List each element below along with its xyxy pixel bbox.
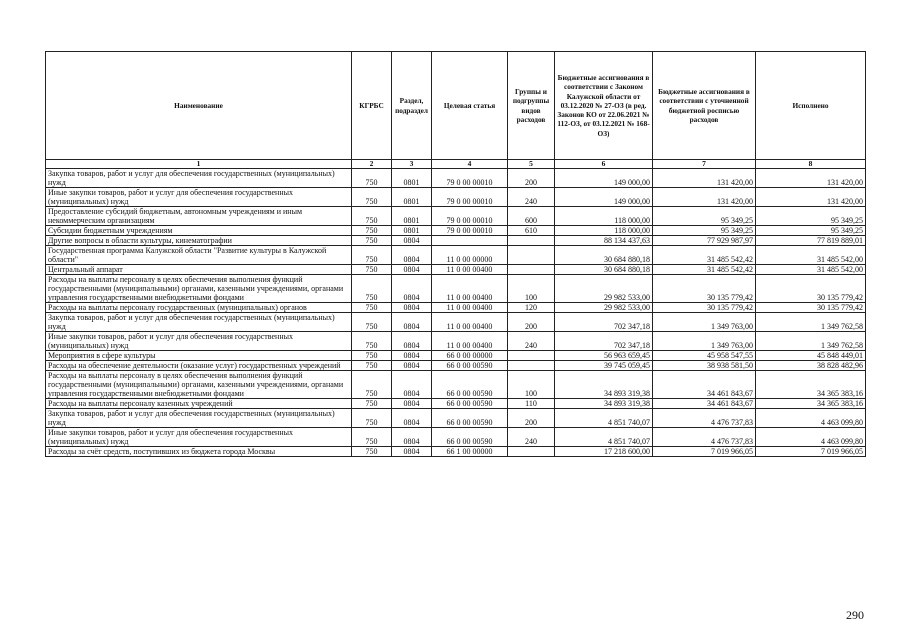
cell-name: Иные закупки товаров, работ и услуг для обеспечения государственных (муниципальных) нужд bbox=[46, 428, 352, 447]
cell-refined: 95 349,25 bbox=[653, 226, 756, 236]
column-number: 2 bbox=[352, 160, 392, 169]
header-executed: Исполнено bbox=[756, 52, 866, 160]
cell-refined: 4 476 737,83 bbox=[653, 409, 756, 428]
cell-refined: 34 461 843,67 bbox=[653, 399, 756, 409]
cell-executed: 34 365 383,16 bbox=[756, 399, 866, 409]
cell-law: 17 218 600,00 bbox=[555, 447, 653, 457]
cell-executed: 131 420,00 bbox=[756, 169, 866, 188]
cell-group bbox=[508, 265, 555, 275]
cell-group: 610 bbox=[508, 226, 555, 236]
cell-group: 600 bbox=[508, 207, 555, 226]
cell-article: 79 0 00 00010 bbox=[432, 169, 508, 188]
cell-refined: 45 958 547,55 bbox=[653, 351, 756, 361]
cell-executed: 34 365 383,16 bbox=[756, 371, 866, 399]
cell-law: 118 000,00 bbox=[555, 226, 653, 236]
cell-group: 240 bbox=[508, 332, 555, 351]
cell-group: 240 bbox=[508, 428, 555, 447]
header-row bbox=[46, 52, 866, 160]
cell-section: 0804 bbox=[392, 399, 432, 409]
cell-group: 100 bbox=[508, 275, 555, 303]
cell-name: Закупка товаров, работ и услуг для обеспечения государственных (муниципальных) нужд bbox=[46, 169, 352, 188]
cell-law: 30 684 880,18 bbox=[555, 265, 653, 275]
cell-name: Центральный аппарат bbox=[46, 265, 352, 275]
header-group: Группы и подгруппы видов расходов bbox=[508, 52, 555, 160]
cell-article: 11 0 00 00400 bbox=[432, 303, 508, 313]
cell-group bbox=[508, 361, 555, 371]
cell-kgrbs: 750 bbox=[352, 303, 392, 313]
cell-kgrbs: 750 bbox=[352, 361, 392, 371]
cell-executed: 1 349 762,58 bbox=[756, 332, 866, 351]
table-row bbox=[46, 275, 866, 303]
cell-group: 240 bbox=[508, 188, 555, 207]
budget-table bbox=[45, 51, 866, 457]
cell-section: 0804 bbox=[392, 265, 432, 275]
column-number: 6 bbox=[555, 160, 653, 169]
cell-section: 0804 bbox=[392, 332, 432, 351]
cell-section: 0804 bbox=[392, 371, 432, 399]
table-row bbox=[46, 361, 866, 371]
table-row bbox=[46, 313, 866, 332]
header-article: Целевая статья bbox=[432, 52, 508, 160]
cell-kgrbs: 750 bbox=[352, 351, 392, 361]
cell-executed: 77 819 889,01 bbox=[756, 236, 866, 246]
cell-section: 0804 bbox=[392, 361, 432, 371]
cell-refined: 77 929 987,97 bbox=[653, 236, 756, 246]
cell-kgrbs: 750 bbox=[352, 226, 392, 236]
cell-name: Мероприятия в сфере культуры bbox=[46, 351, 352, 361]
cell-law: 30 684 880,18 bbox=[555, 246, 653, 265]
cell-article: 66 0 00 00590 bbox=[432, 409, 508, 428]
cell-executed: 4 463 099,80 bbox=[756, 409, 866, 428]
cell-executed: 1 349 762,58 bbox=[756, 313, 866, 332]
header-name: Наименование bbox=[46, 52, 352, 160]
cell-section: 0804 bbox=[392, 303, 432, 313]
cell-law: 56 963 659,45 bbox=[555, 351, 653, 361]
cell-name: Расходы на обеспечение деятельности (оказание услуг) государственных учреждений bbox=[46, 361, 352, 371]
cell-law: 29 982 533,00 bbox=[555, 303, 653, 313]
table-body bbox=[46, 169, 866, 457]
cell-refined: 7 019 966,05 bbox=[653, 447, 756, 457]
table-row bbox=[46, 371, 866, 399]
cell-law: 34 893 319,38 bbox=[555, 399, 653, 409]
table-row bbox=[46, 226, 866, 236]
cell-executed: 38 828 482,96 bbox=[756, 361, 866, 371]
header-kgrbs: КГРБС bbox=[352, 52, 392, 160]
cell-law: 149 000,00 bbox=[555, 188, 653, 207]
cell-section: 0804 bbox=[392, 447, 432, 457]
cell-section: 0804 bbox=[392, 409, 432, 428]
cell-kgrbs: 750 bbox=[352, 332, 392, 351]
cell-name: Субсидии бюджетным учреждениям bbox=[46, 226, 352, 236]
cell-kgrbs: 750 bbox=[352, 371, 392, 399]
cell-refined: 30 135 779,42 bbox=[653, 275, 756, 303]
cell-name: Иные закупки товаров, работ и услуг для обеспечения государственных (муниципальных) нужд bbox=[46, 332, 352, 351]
cell-law: 118 000,00 bbox=[555, 207, 653, 226]
cell-kgrbs: 750 bbox=[352, 428, 392, 447]
cell-group: 200 bbox=[508, 169, 555, 188]
column-number: 7 bbox=[653, 160, 756, 169]
column-number-row bbox=[46, 160, 866, 169]
cell-refined: 95 349,25 bbox=[653, 207, 756, 226]
cell-name: Иные закупки товаров, работ и услуг для обеспечения государственных (муниципальных) нужд bbox=[46, 188, 352, 207]
cell-executed: 131 420,00 bbox=[756, 188, 866, 207]
table-row bbox=[46, 351, 866, 361]
cell-group bbox=[508, 236, 555, 246]
cell-article: 11 0 00 00400 bbox=[432, 265, 508, 275]
cell-refined: 38 938 581,50 bbox=[653, 361, 756, 371]
cell-law: 4 851 740,07 bbox=[555, 428, 653, 447]
cell-kgrbs: 750 bbox=[352, 313, 392, 332]
cell-refined: 1 349 763,00 bbox=[653, 313, 756, 332]
table-row bbox=[46, 246, 866, 265]
table-row bbox=[46, 447, 866, 457]
column-number: 1 bbox=[46, 160, 352, 169]
cell-kgrbs: 750 bbox=[352, 236, 392, 246]
cell-article: 79 0 00 00010 bbox=[432, 188, 508, 207]
cell-name: Закупка товаров, работ и услуг для обеспечения государственных (муниципальных) нужд bbox=[46, 313, 352, 332]
cell-article: 66 0 00 00590 bbox=[432, 361, 508, 371]
cell-group bbox=[508, 447, 555, 457]
cell-section: 0804 bbox=[392, 351, 432, 361]
cell-refined: 34 461 843,67 bbox=[653, 371, 756, 399]
cell-law: 34 893 319,38 bbox=[555, 371, 653, 399]
cell-group bbox=[508, 351, 555, 361]
cell-refined: 30 135 779,42 bbox=[653, 303, 756, 313]
cell-refined: 131 420,00 bbox=[653, 169, 756, 188]
cell-section: 0804 bbox=[392, 313, 432, 332]
header-refined: Бюджетные ассигнования в соответствии с уточненной бюджетной росписью расходов bbox=[653, 52, 756, 160]
column-number: 3 bbox=[392, 160, 432, 169]
cell-refined: 31 485 542,42 bbox=[653, 265, 756, 275]
cell-group: 200 bbox=[508, 313, 555, 332]
cell-executed: 45 848 449,01 bbox=[756, 351, 866, 361]
cell-law: 39 745 059,45 bbox=[555, 361, 653, 371]
cell-name: Государственная программа Калужской области "Развитие культуры в Калужской области" bbox=[46, 246, 352, 265]
cell-name: Расходы на выплаты персоналу в целях обеспечения выполнения функций государственными (муниципальными) органами, казенными учреждениями, органами управления государственными внебюджетными фондами bbox=[46, 371, 352, 399]
cell-section: 0804 bbox=[392, 275, 432, 303]
cell-article: 11 0 00 00400 bbox=[432, 275, 508, 303]
header-section: Раздел, подраздел bbox=[392, 52, 432, 160]
cell-article: 66 0 00 00590 bbox=[432, 371, 508, 399]
table-row bbox=[46, 303, 866, 313]
cell-kgrbs: 750 bbox=[352, 399, 392, 409]
cell-law: 149 000,00 bbox=[555, 169, 653, 188]
cell-article: 11 0 00 00400 bbox=[432, 332, 508, 351]
column-number: 5 bbox=[508, 160, 555, 169]
cell-section: 0801 bbox=[392, 207, 432, 226]
cell-refined: 131 420,00 bbox=[653, 188, 756, 207]
cell-section: 0804 bbox=[392, 246, 432, 265]
table-row bbox=[46, 409, 866, 428]
cell-group: 110 bbox=[508, 399, 555, 409]
table-row bbox=[46, 236, 866, 246]
cell-article: 66 0 00 00590 bbox=[432, 399, 508, 409]
cell-kgrbs: 750 bbox=[352, 275, 392, 303]
cell-executed: 7 019 966,05 bbox=[756, 447, 866, 457]
cell-name: Предоставление субсидий бюджетным, автономным учреждениям и иным некоммерческим организациям bbox=[46, 207, 352, 226]
table-row bbox=[46, 169, 866, 188]
cell-name: Расходы за счёт средств, поступивших из бюджета города Москвы bbox=[46, 447, 352, 457]
cell-section: 0801 bbox=[392, 188, 432, 207]
table-row bbox=[46, 428, 866, 447]
cell-kgrbs: 750 bbox=[352, 447, 392, 457]
cell-group bbox=[508, 246, 555, 265]
table-row bbox=[46, 188, 866, 207]
cell-kgrbs: 750 bbox=[352, 207, 392, 226]
cell-executed: 30 135 779,42 bbox=[756, 303, 866, 313]
cell-kgrbs: 750 bbox=[352, 246, 392, 265]
table-row bbox=[46, 399, 866, 409]
cell-article: 79 0 00 00010 bbox=[432, 226, 508, 236]
cell-article: 66 0 00 00590 bbox=[432, 428, 508, 447]
cell-article: 11 0 00 00000 bbox=[432, 246, 508, 265]
table-row bbox=[46, 265, 866, 275]
cell-article: 11 0 00 00400 bbox=[432, 313, 508, 332]
cell-law: 88 134 437,63 bbox=[555, 236, 653, 246]
cell-name: Расходы на выплаты персоналу государственных (муниципальных) органов bbox=[46, 303, 352, 313]
column-number: 8 bbox=[756, 160, 866, 169]
cell-executed: 31 485 542,00 bbox=[756, 246, 866, 265]
cell-article: 79 0 00 00010 bbox=[432, 207, 508, 226]
cell-article: 66 1 00 00000 bbox=[432, 447, 508, 457]
cell-name: Закупка товаров, работ и услуг для обеспечения государственных (муниципальных) нужд bbox=[46, 409, 352, 428]
cell-section: 0801 bbox=[392, 226, 432, 236]
cell-kgrbs: 750 bbox=[352, 188, 392, 207]
cell-kgrbs: 750 bbox=[352, 265, 392, 275]
cell-executed: 95 349,25 bbox=[756, 226, 866, 236]
table-row bbox=[46, 207, 866, 226]
cell-refined: 4 476 737,83 bbox=[653, 428, 756, 447]
cell-section: 0804 bbox=[392, 428, 432, 447]
cell-group: 120 bbox=[508, 303, 555, 313]
column-number: 4 bbox=[432, 160, 508, 169]
cell-name: Расходы на выплаты персоналу в целях обеспечения выполнения функций государственными (муниципальными) органами, казенными учреждениями, органами управления государственными внебюджетными фондами bbox=[46, 275, 352, 303]
cell-executed: 95 349,25 bbox=[756, 207, 866, 226]
cell-law: 4 851 740,07 bbox=[555, 409, 653, 428]
cell-law: 702 347,18 bbox=[555, 332, 653, 351]
cell-executed: 4 463 099,80 bbox=[756, 428, 866, 447]
cell-law: 29 982 533,00 bbox=[555, 275, 653, 303]
table-row bbox=[46, 332, 866, 351]
cell-section: 0804 bbox=[392, 236, 432, 246]
cell-executed: 31 485 542,00 bbox=[756, 265, 866, 275]
cell-refined: 1 349 763,00 bbox=[653, 332, 756, 351]
header-law: Бюджетные ассигнования в соответствии с Законом Калужской области от 03.12.2020 № 27-ОЗ (в ред. Законов КО от 22.06.2021 № 112-ОЗ, от 03.12.2021 № 168-ОЗ) bbox=[555, 52, 653, 160]
cell-group: 100 bbox=[508, 371, 555, 399]
cell-executed: 30 135 779,42 bbox=[756, 275, 866, 303]
cell-article bbox=[432, 236, 508, 246]
cell-refined: 31 485 542,42 bbox=[653, 246, 756, 265]
cell-article: 66 0 00 00000 bbox=[432, 351, 508, 361]
cell-name: Другие вопросы в области культуры, кинематографии bbox=[46, 236, 352, 246]
cell-kgrbs: 750 bbox=[352, 409, 392, 428]
cell-group: 200 bbox=[508, 409, 555, 428]
cell-name: Расходы на выплаты персоналу казенных учреждений bbox=[46, 399, 352, 409]
cell-kgrbs: 750 bbox=[352, 169, 392, 188]
cell-section: 0801 bbox=[392, 169, 432, 188]
page-number: 290 bbox=[846, 608, 864, 622]
cell-law: 702 347,18 bbox=[555, 313, 653, 332]
